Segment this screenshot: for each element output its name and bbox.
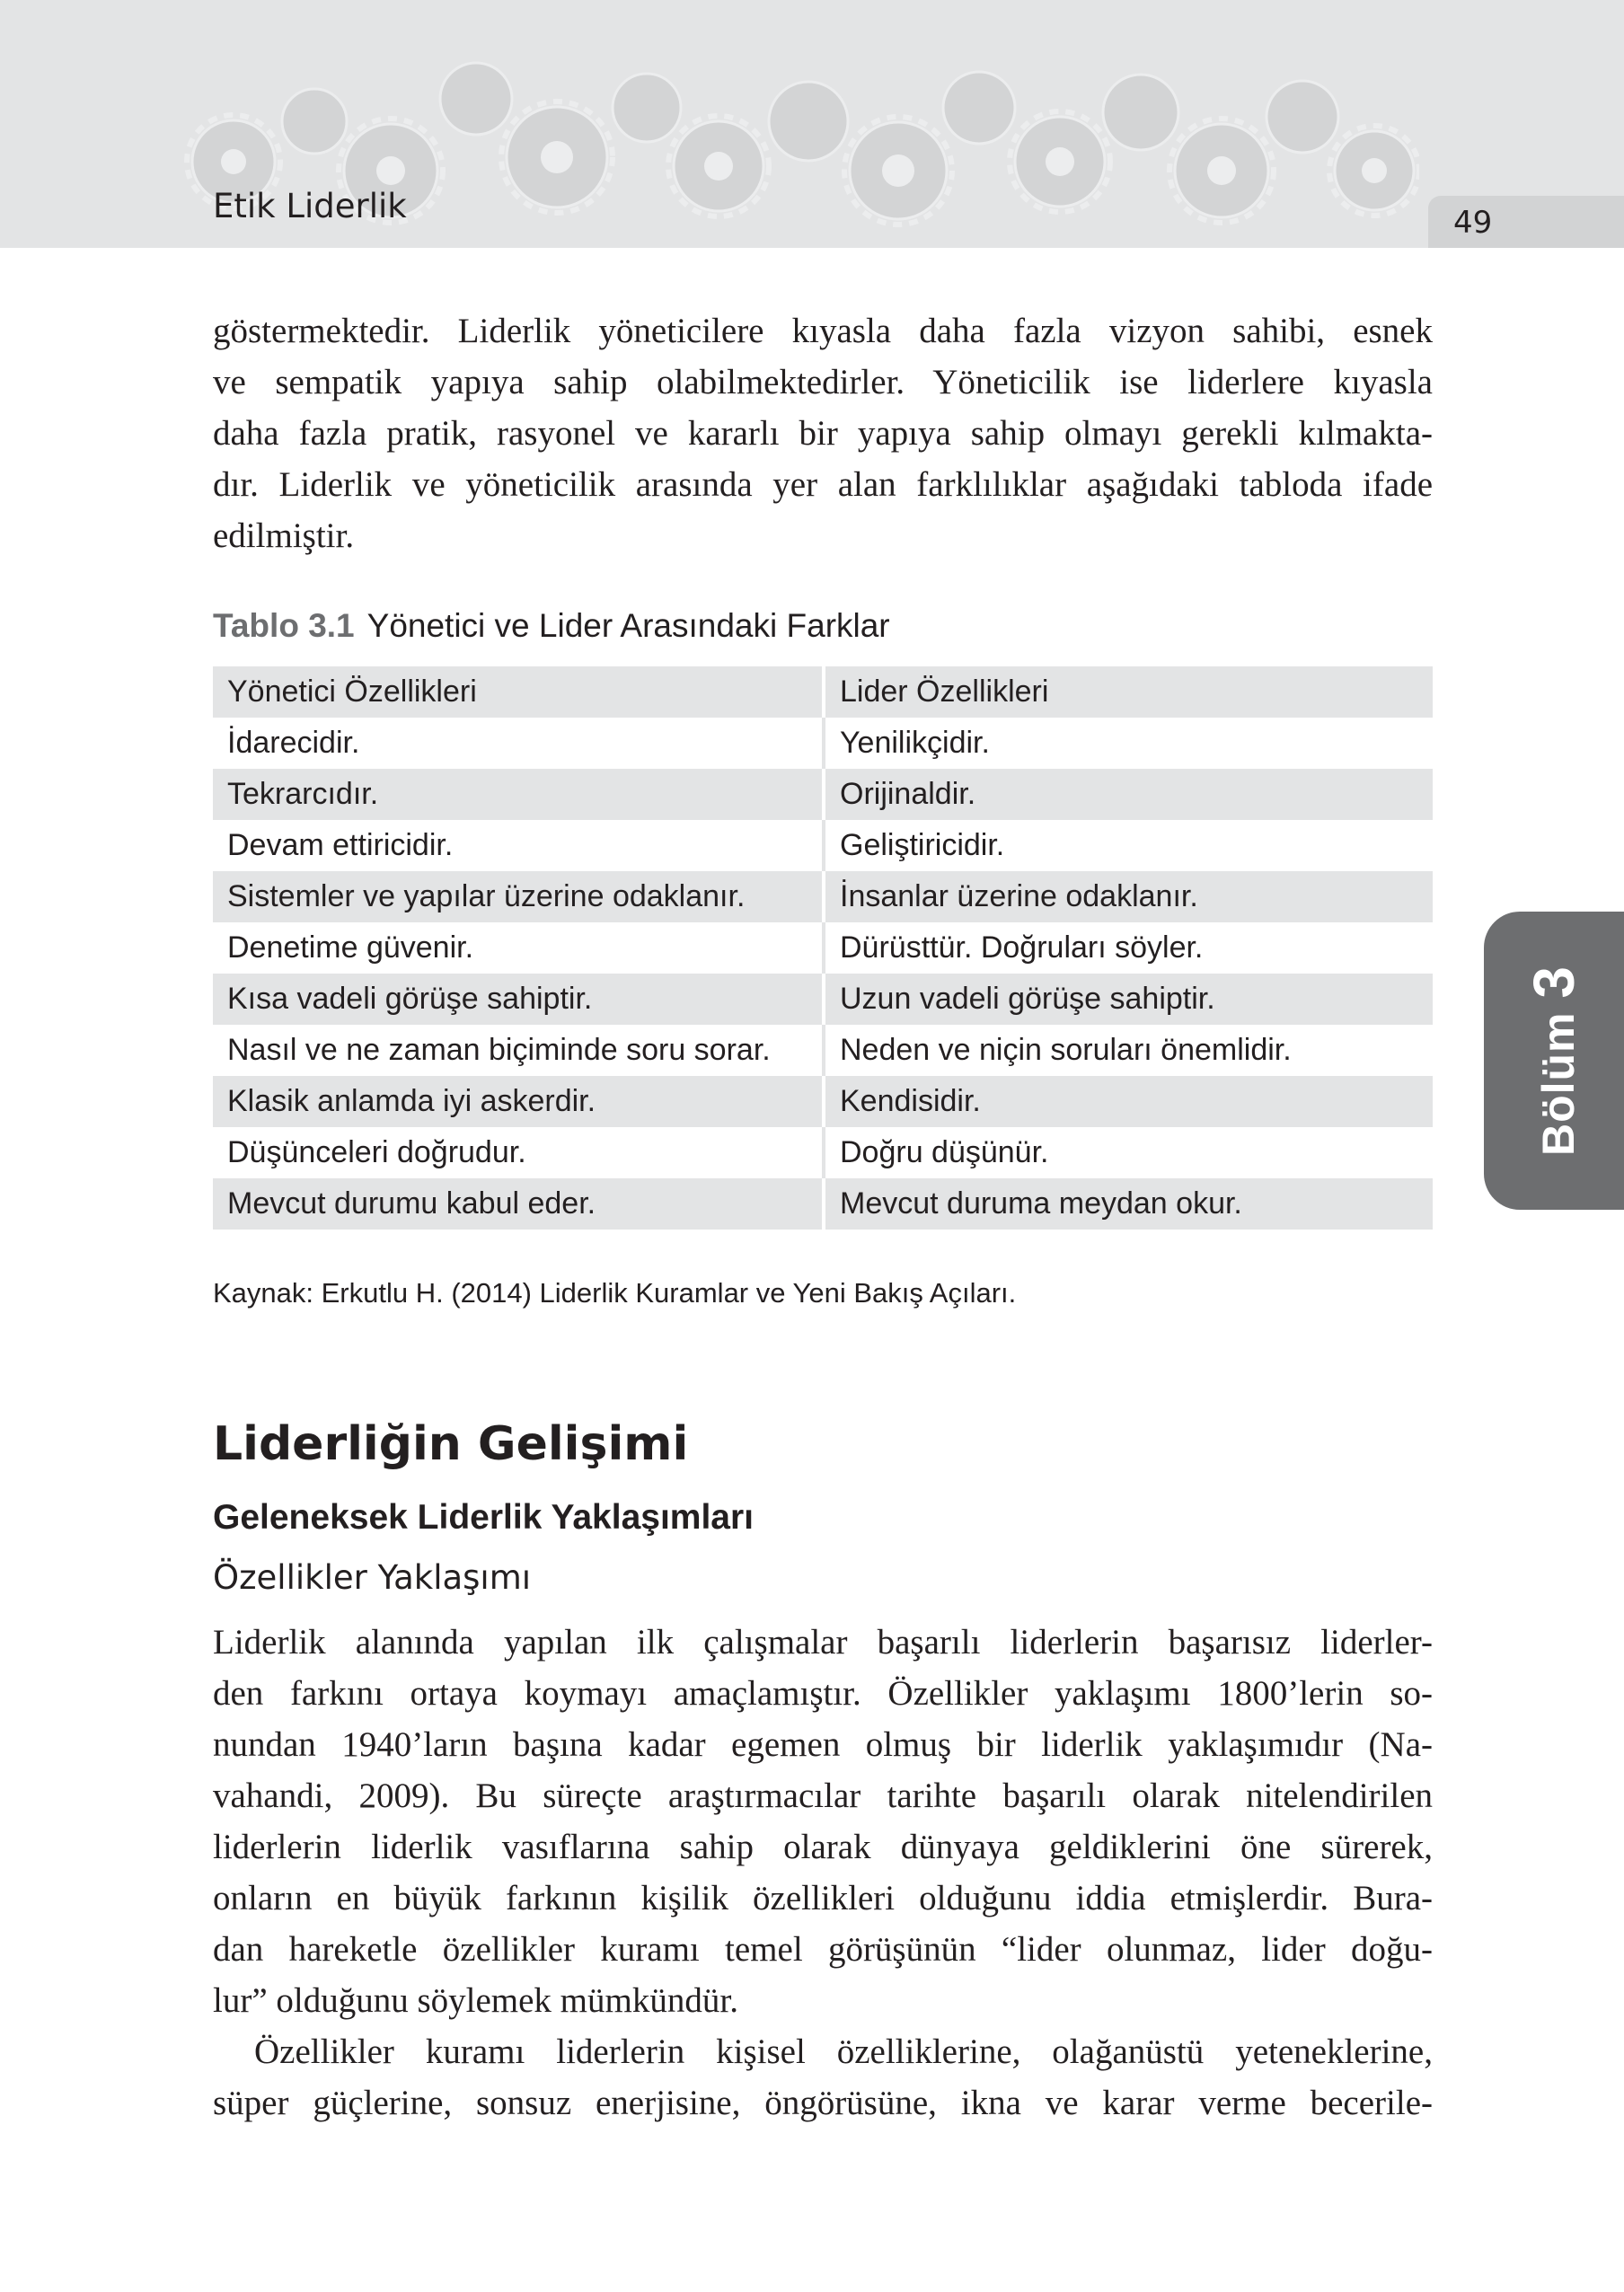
table-cell: Orijinaldir. (825, 769, 1433, 820)
table-source-note: Kaynak: Erkutlu H. (2014) Liderlik Kuramlar ve Yeni Bakış Açıları. (213, 1277, 1017, 1309)
table-cell: Yenilikçidir. (825, 718, 1433, 769)
table-header-cell: Lider Özellikleri (825, 666, 1433, 718)
table-row (213, 769, 1433, 820)
table-caption (213, 607, 890, 645)
chapter-number: 3 (1522, 965, 1586, 999)
section-subsubtitle: Özellikler Yaklaşımı (213, 1558, 532, 1597)
intro-paragraph (213, 305, 1433, 561)
paragraph-line: Özellikler kuramı liderlerin kişisel özelliklerine, olağanüstü yeteneklerine, (254, 2032, 1433, 2071)
table-row (213, 974, 1433, 1025)
table-cell: Kısa vadeli görüşe sahiptir. (213, 974, 825, 1025)
table-caption-tag: Tablo 3.1 (213, 607, 355, 644)
table-row (213, 1127, 1433, 1178)
table-cell: Nasıl ve ne zaman biçiminde soru sorar. (213, 1025, 825, 1076)
table-cell: Doğru düşünür. (825, 1127, 1433, 1178)
table-cell: Denetime güvenir. (213, 922, 825, 974)
paragraph-line: den farkını ortaya koymayı amaçlamıştır. Özellikler yaklaşımı 1800’lerin so- (213, 1674, 1433, 1713)
chapter-word: Bölüm (1533, 1011, 1584, 1157)
paragraph-line: edilmiştir. (213, 516, 355, 555)
paragraph-line: onların en büyük farkının kişilik özellikleri olduğunu iddia etmişlerdir. Bura- (213, 1879, 1433, 1917)
table-header-cell: Yönetici Özellikleri (213, 666, 825, 718)
table-caption-text: Yönetici ve Lider Arasındaki Farklar (366, 607, 890, 644)
table-cell: Sistemler ve yapılar üzerine odaklanır. (213, 871, 825, 922)
page-number: 49 (1453, 205, 1493, 241)
page-header (0, 0, 1624, 248)
table-row (213, 871, 1433, 922)
section-title: Liderliğin Gelişimi (213, 1417, 689, 1471)
paragraph-line: dır. Liderlik ve yöneticilik arasında yer alan farklılıklar aşağıdaki tabloda ifade (213, 465, 1433, 504)
paragraph-line: dan hareketle özellikler kuramı temel görüşünün “lider olunmaz, lider doğu- (213, 1930, 1433, 1969)
table-row (213, 820, 1433, 871)
table-cell: İdarecidir. (213, 718, 825, 769)
table-cell: Dürüsttür. Doğruları söyler. (825, 922, 1433, 974)
section-subtitle: Geleneksek Liderlik Yaklaşımları (213, 1498, 755, 1537)
body-paragraph-2 (213, 2026, 1433, 2129)
paragraph-line: Liderlik alanında yapılan ilk çalışmalar başarılı liderlerin başarısız liderler- (213, 1623, 1433, 1662)
paragraph-line: daha fazla pratik, rasyonel ve kararlı bir yapıya sahip olmayı gerekli kılmakta- (213, 414, 1433, 453)
paragraph-line: nundan 1940’ların başına kadar egemen olmuş bir liderlik yaklaşımıdır (Na- (213, 1725, 1433, 1764)
table-cell: Neden ve niçin soruları önemlidir. (825, 1025, 1433, 1076)
running-title: Etik Liderlik (213, 187, 407, 225)
table-cell: Düşünceleri doğrudur. (213, 1127, 825, 1178)
table-row (213, 1076, 1433, 1127)
table-cell: Klasik anlamda iyi askerdir. (213, 1076, 825, 1127)
page-number-tab (1428, 196, 1624, 248)
paragraph-line: vahandi, 2009). Bu süreçte araştırmacılar tarihte başarılı olarak nitelendirilen (213, 1776, 1433, 1815)
table-cell: Kendisidir. (825, 1076, 1433, 1127)
table-cell: Mevcut durumu kabul eder. (213, 1178, 825, 1230)
comparison-table (213, 666, 1433, 1230)
table-row (213, 718, 1433, 769)
chapter-label (1521, 965, 1587, 1156)
table-row (213, 1178, 1433, 1230)
table-cell: Geliştiricidir. (825, 820, 1433, 871)
table-cell: Mevcut duruma meydan okur. (825, 1178, 1433, 1230)
paragraph-line: göstermektedir. Liderlik yöneticilere kıyasla daha fazla vizyon sahibi, esnek (213, 312, 1433, 350)
table-header-row (213, 666, 1433, 718)
table-row (213, 1025, 1433, 1076)
paragraph-line: lur” olduğunu söylemek mümkündür. (213, 1981, 738, 2020)
chapter-side-tab (1484, 912, 1624, 1210)
table-cell: Devam ettiricidir. (213, 820, 825, 871)
table-cell: Tekrarcıdır. (213, 769, 825, 820)
paragraph-line: liderlerin liderlik vasıflarına sahip olarak dünyaya geldiklerini öne sürerek, (213, 1828, 1433, 1866)
table-cell: Uzun vadeli görüşe sahiptir. (825, 974, 1433, 1025)
paragraph-line: ve sempatik yapıya sahip olabilmektedirler. Yöneticilik ise liderlere kıyasla (213, 363, 1433, 401)
table-row (213, 922, 1433, 974)
body-paragraph-1 (213, 1617, 1433, 2026)
table-cell: İnsanlar üzerine odaklanır. (825, 871, 1433, 922)
paragraph-line: süper güçlerine, sonsuz enerjisine, öngörüsüne, ikna ve karar verme becerile- (213, 2084, 1433, 2122)
